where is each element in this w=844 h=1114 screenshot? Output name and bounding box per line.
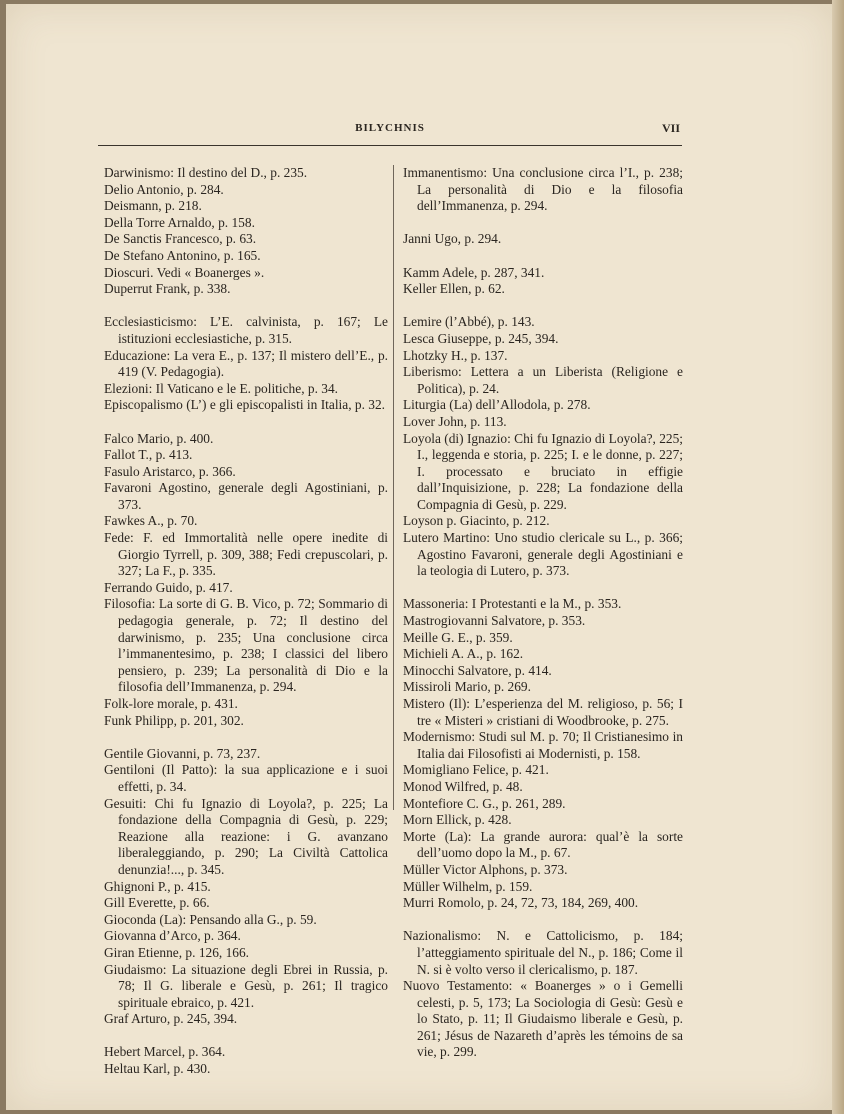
index-entry: Mastrogiovanni Salvatore, p. 353.	[403, 613, 586, 629]
index-entry: Keller Ellen, p. 62.	[403, 281, 505, 297]
index-group	[403, 265, 683, 298]
index-entry: Montefiore C. G., p. 261, 289.	[403, 795, 566, 811]
index-entry: Loyola (di) Ignazio: Chi fu Ignazio di Loyola?, 225; I., leggenda e storia, p. 225; I. e le donne, p. 227; I. processato e bruciato in effigie dall’Inquisizione, p. 228; La fondazione della Compagnia di Gesù, p. 229.	[403, 430, 684, 512]
index-entry: Hebert Marcel, p. 364.	[104, 1044, 226, 1060]
index-group	[104, 746, 388, 1028]
index-entry: Graf Arturo, p. 245, 394.	[104, 1011, 238, 1027]
page-edge	[832, 0, 844, 1114]
index-entry: Gioconda (La): Pensando alla G., p. 59.	[104, 911, 317, 927]
index-entry: Ferrando Guido, p. 417.	[104, 579, 233, 595]
index-group	[403, 928, 683, 1061]
index-entry: Episcopalismo (L’) e gli episcopalisti in Italia, p. 32.	[104, 397, 386, 413]
index-column-right	[403, 165, 683, 1078]
index-group	[403, 231, 683, 248]
index-entry: Fasulo Aristarco, p. 366.	[104, 463, 236, 479]
index-entry: Michieli A. A., p. 162.	[403, 646, 524, 662]
index-entry: Müller Wilhelm, p. 159.	[403, 878, 533, 894]
index-entry: Lutero Martino: Uno studio clericale su L., p. 366; Agostino Favaroni, generale degli Agostiniani e la teologia di Lutero, p. 373.	[403, 530, 683, 579]
index-entry: Gesuiti: Chi fu Ignazio di Loyola?, p. 225; La fondazione della Compagnia di Gesù, p. 229; Reazione alla reazione: i G. avanzano liberaleggiando, p. 290; La Civiltà Cattolica denunzia!..., p. 345.	[104, 795, 388, 877]
index-entry: Lesca Giuseppe, p. 245, 394.	[403, 330, 559, 346]
column-divider	[393, 165, 394, 810]
index-entry: Fawkes A., p. 70.	[104, 513, 198, 529]
index-entry: Duperrut Frank, p. 338.	[104, 281, 231, 297]
page-number: VII	[661, 121, 680, 135]
index-group	[104, 165, 388, 298]
index-group	[104, 431, 388, 730]
index-entry: Gentiloni (Il Patto): la sua applicazione e i suoi effetti, p. 34.	[104, 762, 388, 794]
index-entry: Monod Wilfred, p. 48.	[403, 778, 523, 794]
index-group	[403, 165, 683, 215]
index-entry: Lover John, p. 113.	[403, 413, 507, 429]
index-entry: Minocchi Salvatore, p. 414.	[403, 662, 552, 678]
index-entry: Giovanna d’Arco, p. 364.	[104, 928, 241, 944]
index-entry: Morte (La): La grande aurora: qual’è la sorte dell’uomo dopo la M., p. 67.	[403, 828, 683, 861]
index-entry: Momigliano Felice, p. 421.	[403, 762, 549, 778]
index-entry: Falco Mario, p. 400.	[104, 430, 214, 446]
index-entry: Ghignoni P., p. 415.	[104, 878, 211, 894]
index-entry: Lhotzky H., p. 137.	[403, 347, 508, 363]
index-entry: Lemire (l’Abbé), p. 143.	[403, 314, 535, 330]
index-entry: Deismann, p. 218.	[104, 198, 202, 214]
index-entry: Missiroli Mario, p. 269.	[403, 679, 531, 695]
index-entry: Gill Everette, p. 66.	[104, 895, 210, 911]
index-entry: Müller Victor Alphons, p. 373.	[403, 861, 568, 877]
index-entry: Fallot T., p. 413.	[104, 447, 193, 463]
index-entry: Morn Ellick, p. 428.	[403, 812, 512, 828]
index-entry: Kamm Adele, p. 287, 341.	[403, 264, 545, 280]
index-entry: Heltau Karl, p. 430.	[104, 1061, 211, 1077]
index-group	[403, 596, 683, 911]
header-rule	[98, 145, 682, 146]
index-entry: Modernismo: Studi sul M. p. 70; Il Cristianesimo in Italia dai Filosofisti ai Modernisti, p. 158.	[403, 729, 683, 761]
index-entry: Liberismo: Lettera a un Liberista (Religione e Politica), p. 24.	[403, 364, 683, 396]
index-entry: Filosofia: La sorte di G. B. Vico, p. 72; Sommario di pedagogia generale, p. 72; Il destino del darwinismo, p. 235; Una conclusione circa l’immanentesimo, p. 238; I classici del libero pensiero, p. 239; La personalità di Dio e la filosofia dell’Immanenza, p. 294.	[104, 596, 388, 695]
index-entry: Nazionalismo: N. e Cattolicismo, p. 184; l’atteggiamento spirituale del N., p. 186; Come il N. si è volto verso il clericalismo, p. 187.	[403, 928, 683, 977]
index-column-left	[104, 165, 388, 1094]
journal-title: BILYCHNIS	[355, 122, 425, 134]
index-entry: Murri Romolo, p. 24, 72, 73, 184, 269, 400.	[403, 895, 639, 911]
index-entry: Dioscuri. Vedi « Boanerges ».	[104, 264, 265, 280]
index-entry: Nuovo Testamento: « Boanerges » o i Gemelli celesti, p. 5, 173; La Sociologia di Gesù: Gesù e lo Stato, p. 11; Il Giudaismo liberale e Gesù, p. 261; Jésus de Nazareth d’après les témoins de sa vie, p. 299.	[403, 978, 683, 1060]
index-group	[403, 314, 683, 580]
index-entry: Immanentismo: Una conclusione circa l’I., p. 238; La personalità di Dio e la filosofia dell’Immanenza, p. 294.	[403, 165, 683, 214]
index-entry: De Sanctis Francesco, p. 63.	[104, 231, 257, 247]
index-group	[104, 1044, 388, 1077]
index-entry: Favaroni Agostino, generale degli Agostiniani, p. 373.	[104, 480, 388, 512]
index-entry: Funk Philipp, p. 201, 302.	[104, 712, 244, 728]
index-entry: Elezioni: Il Vaticano e le E. politiche, p. 34.	[104, 380, 339, 396]
index-entry: Ecclesiasticismo: L’E. calvinista, p. 167; Le istituzioni ecclesiastiche, p. 315.	[104, 314, 388, 346]
index-entry: Darwinismo: Il destino del D., p. 235.	[104, 165, 308, 180]
index-entry: Mistero (Il): L’esperienza del M. religioso, p. 56; I tre « Misteri » cristiani di Woodbrooke, p. 275.	[403, 696, 683, 728]
index-entry: De Stefano Antonino, p. 165.	[104, 247, 261, 263]
index-entry: Folk-lore morale, p. 431.	[104, 696, 238, 711]
index-entry: Giudaismo: La situazione degli Ebrei in Russia, p. 78; Il G. liberale e Gesù, p. 261; Il tragico spirituale ebraico, p. 421.	[104, 961, 388, 1010]
index-entry: Janni Ugo, p. 294.	[403, 231, 502, 247]
index-entry: Educazione: La vera E., p. 137; Il mistero dell’E., p. 419 (V. Pedagogia).	[104, 347, 388, 380]
running-head	[98, 118, 682, 140]
index-entry: Delio Antonio, p. 284.	[104, 181, 224, 197]
index-entry: Giran Etienne, p. 126, 166.	[104, 944, 250, 960]
index-entry: Massoneria: I Protestanti e la M., p. 353.	[403, 596, 622, 612]
index-entry: Fede: F. ed Immortalità nelle opere inedite di Giorgio Tyrrell, p. 309, 388; Fedi crepuscolari, p. 327; La F., p. 335.	[104, 530, 388, 579]
index-entry: Meille G. E., p. 359.	[403, 629, 513, 645]
index-group	[104, 314, 388, 414]
index-entry: Liturgia (La) dell’Allodola, p. 278.	[403, 397, 591, 413]
index-entry: Della Torre Arnaldo, p. 158.	[104, 214, 255, 230]
index-entry: Gentile Giovanni, p. 73, 237.	[104, 745, 261, 761]
index-entry: Loyson p. Giacinto, p. 212.	[403, 513, 550, 529]
